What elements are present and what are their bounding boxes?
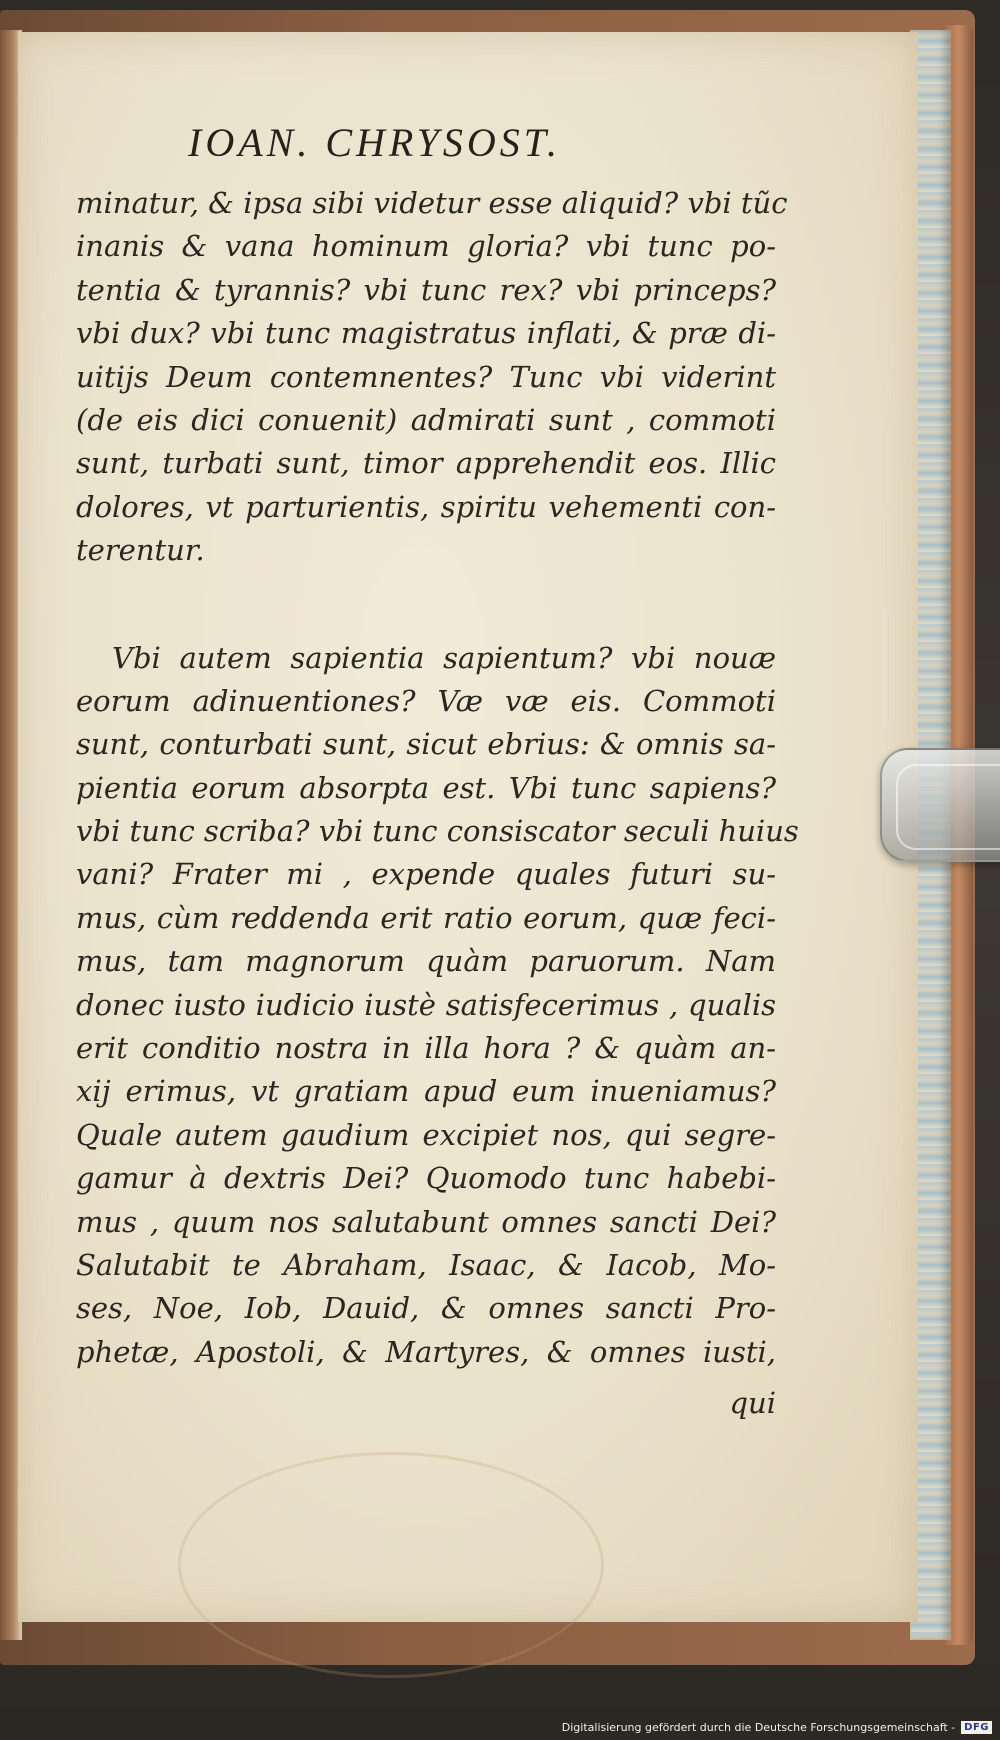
text-line: dolores, vt parturientis, spiritu vehementi con- (76, 489, 776, 524)
text-line: ses, Noe, Iob, Dauid, & omnes sancti Pro- (76, 1291, 776, 1326)
text-line: vbi tunc scriba? vbi tunc consiscator seculi huius (76, 814, 799, 849)
text-line: phetæ, Apostoli, & Martyres, & omnes iusti, (76, 1334, 776, 1369)
text-line: minatur, & ipsa sibi videtur esse aliquid? vbi tũc (76, 186, 788, 220)
text-line: pientia eorum absorpta est. Vbi tunc sapiens? (76, 770, 776, 805)
paragraph-gap (76, 573, 776, 637)
text-line: vani? Frater mi , expende quales futuri su- (76, 857, 776, 892)
text-line: eorum adinuentiones? Væ væ eis. Commoti (76, 683, 776, 718)
text-line: Vbi autem sapientia sapientum? vbi nouæ (112, 640, 776, 675)
text-line: sunt, conturbati sunt, sicut ebrius: & omnis sa- (76, 727, 776, 762)
text-line: Quale autem gaudium excipiet nos, qui segre- (76, 1117, 776, 1152)
paragraph-1 (76, 182, 788, 573)
text-line: xij erimus, vt gratiam apud eum inueniamus? (76, 1074, 776, 1109)
catchword: qui (729, 1386, 776, 1421)
glass-page-weight (880, 748, 1000, 862)
text-line: mus, cùm reddenda erit ratio eorum, quæ feci- (76, 900, 776, 935)
text-line: gamur à dextris Dei? Quomodo tunc habebi- (76, 1161, 776, 1196)
text-line: Salutabit te Abraham, Isaac, & Iacob, Mo- (76, 1247, 776, 1282)
text-line: (de eis dici conuenit) admirati sunt , commoti (76, 402, 776, 437)
water-stain (178, 1452, 604, 1678)
text-line: erit conditio nostra in illa hora ? & quàm an- (76, 1031, 776, 1066)
text-line: uitijs Deum contemnentes? Tunc vbi viderint (76, 359, 776, 394)
text-line: sunt, turbati sunt, timor apprehendit eos. Illic (76, 446, 776, 481)
text-line: terentur. (76, 533, 205, 568)
text-line: mus , quum nos salutabunt omnes sancti Dei? (76, 1204, 776, 1239)
text-line: mus, tam magnorum quàm paruorum. Nam (76, 944, 776, 979)
credit-text: Digitalisierung gefördert durch die Deutsche Forschungsgemeinschaft - (561, 1721, 956, 1734)
text-line: donec iusto iudicio iustè satisfecerimus , qualis (76, 987, 776, 1022)
text-line: tentia & tyrannis? vbi tunc rex? vbi princeps? (76, 272, 776, 307)
dfg-logo: DFG (961, 1721, 992, 1734)
running-head: IOAN. CHRYSOST. (188, 120, 562, 165)
paragraph-2 (76, 637, 799, 1375)
text-line: vbi dux? vbi tunc magistratus inflati, & præ di- (76, 316, 776, 351)
page-text-block (76, 112, 799, 1426)
digitization-credit (562, 1721, 992, 1734)
glass-highlight (896, 764, 1000, 850)
book-page (18, 32, 918, 1622)
text-line: inanis & vana hominum gloria? vbi tunc po- (76, 229, 776, 264)
